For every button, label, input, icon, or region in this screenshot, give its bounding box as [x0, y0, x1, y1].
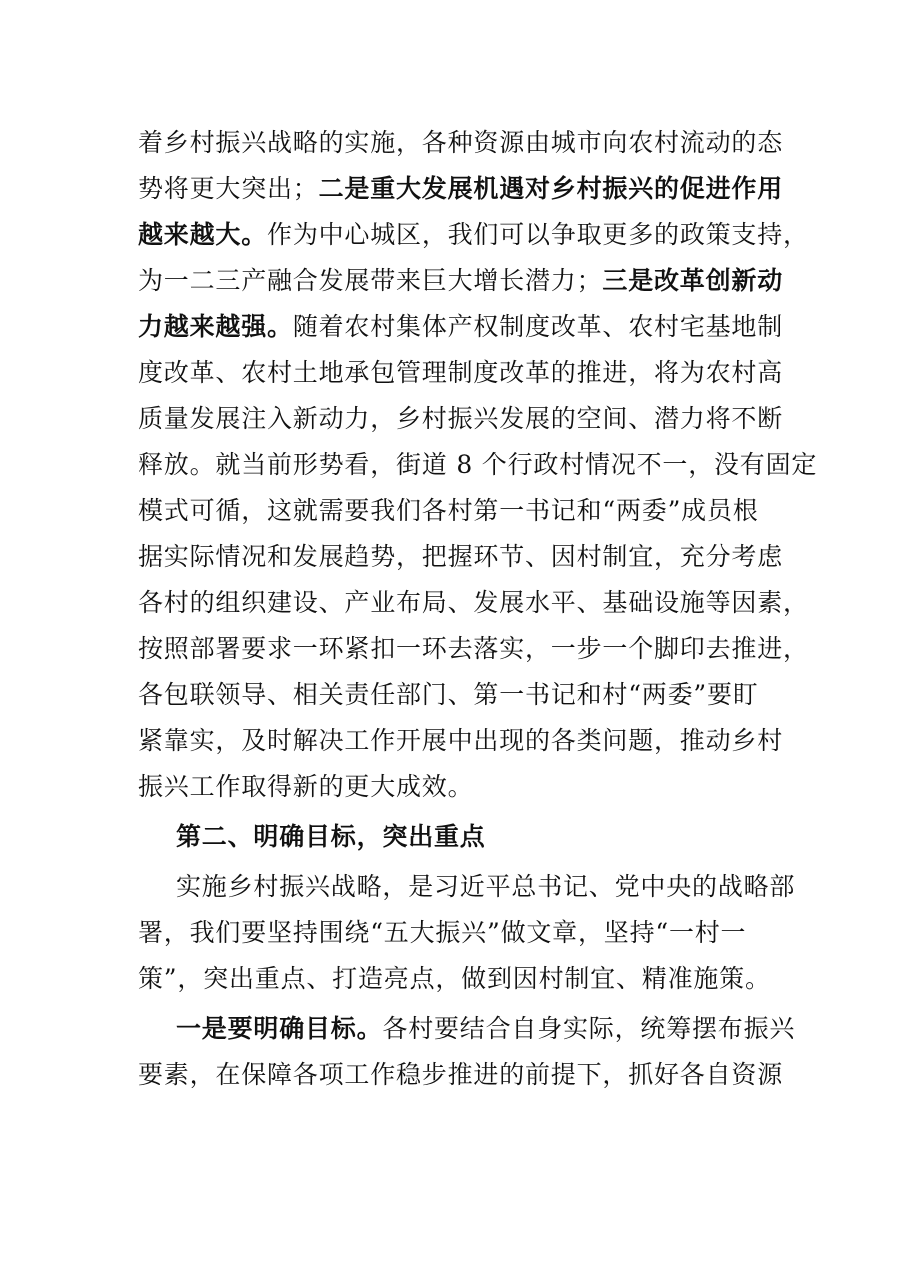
- text-line: [138, 718, 784, 764]
- text-segment: 各村的组织建设、产业布局、发展水平、基础设施等因素，: [138, 588, 809, 617]
- text-segment: 质量发展注入新动力，乡村振兴发展的空间、潜力将不断: [138, 404, 784, 433]
- document-body: [138, 120, 818, 1098]
- paragraph-line: 策”，突出重点、打造亮点，做到因村制宜、精准施策。: [138, 964, 771, 993]
- text-segment: 据实际情况和发展趋势，把握环节、因村制宜，充分考虑: [138, 542, 784, 571]
- text-segment: 释放。就当前形势看，街道 8 个行政村情况不一，没有固定: [138, 450, 818, 479]
- text-line: [138, 764, 778, 810]
- text-line: [138, 396, 784, 442]
- text-segment: 按照部署要求一环紧扣一环去落实，一步一个脚印去推进，: [138, 634, 809, 663]
- bold-text-segment: 越来越大。: [138, 220, 268, 249]
- text-line: [138, 166, 784, 212]
- paragraph-line: 署，我们要坚持围绕“五大振兴”做文章，坚持“一村一: [138, 918, 747, 947]
- text-segment: 各村要结合自身实际，统筹摆布振兴: [382, 1014, 796, 1043]
- text-line: [138, 534, 784, 580]
- paragraph-line: 实施乡村振兴战略，是习近平总书记、党中央的战略部: [176, 872, 796, 901]
- section-heading: 第二、明确目标，突出重点: [176, 822, 486, 851]
- text-segment: 各包联领导、相关责任部门、第一书记和村“两委”要盯: [138, 680, 759, 709]
- text-segment: 模式可循，这就需要我们各村第一书记和“两委”成员根: [138, 496, 759, 525]
- text-line: [138, 258, 784, 304]
- bold-text-segment: 二是重大发展机遇对乡村振兴的促进作用: [318, 174, 784, 203]
- text-line: [138, 212, 809, 258]
- text-segment: 度改革、农村土地承包管理制度改革的推进，将为农村高: [138, 358, 784, 387]
- text-line: [138, 304, 784, 350]
- bold-text-segment: 三是改革创新动: [602, 266, 784, 295]
- bold-text-segment: 力越来越强。: [138, 312, 293, 341]
- text-line: [138, 580, 809, 626]
- text-line: [138, 442, 818, 488]
- text-line: [138, 350, 784, 396]
- text-line: [138, 488, 778, 534]
- text-segment: 着乡村振兴战略的实施，各种资源由城市向农村流动的态: [138, 128, 784, 157]
- paragraph-line: [138, 1006, 796, 1052]
- text-segment: 作为中心城区，我们可以争取更多的政策支持，: [267, 220, 809, 249]
- text-segment: 振兴工作取得新的更大成效。: [138, 772, 474, 801]
- text-segment: 紧靠实，及时解决工作开展中出现的各类问题，推动乡村: [138, 726, 784, 755]
- text-segment: 势将更大突出；: [138, 174, 319, 203]
- paragraph-line: 要素，在保障各项工作稳步推进的前提下，抓好各自资源: [138, 1060, 784, 1089]
- text-line: [138, 672, 778, 718]
- text-segment: 为一二三产融合发展带来巨大增长潜力；: [138, 266, 603, 295]
- text-line: [138, 626, 809, 672]
- bold-text-segment: 一是要明确目标。: [176, 1014, 383, 1043]
- text-line: [138, 120, 784, 166]
- text-segment: 随着农村集体产权制度改革、农村宅基地制: [292, 312, 784, 341]
